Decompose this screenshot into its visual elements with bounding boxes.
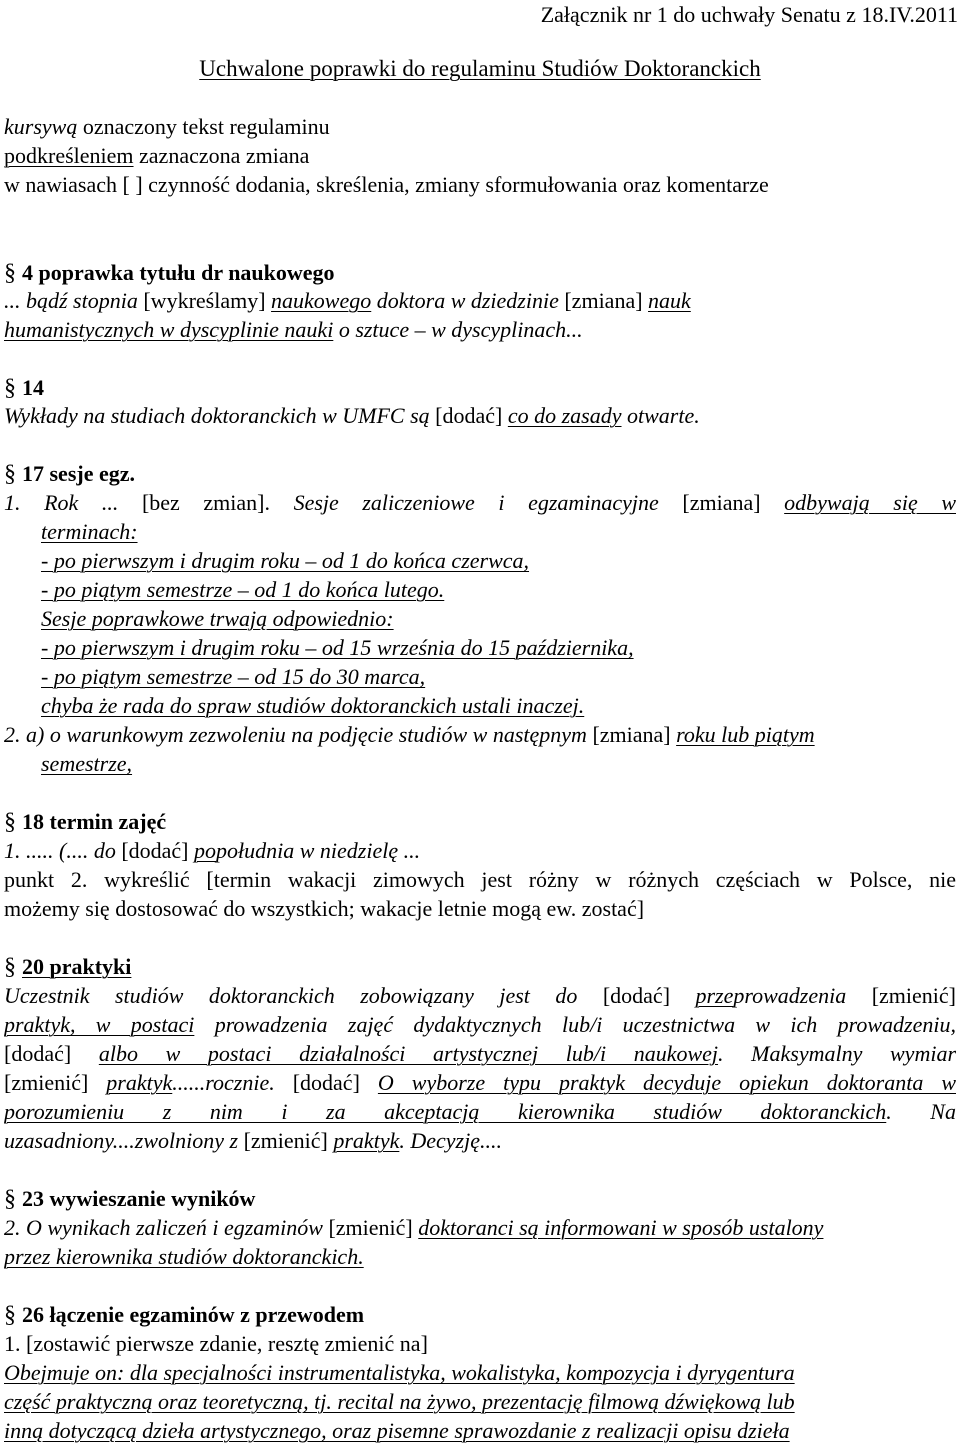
text-run: część praktyczną oraz teoretyczną, tj. recital na żywo, prezentację filmową dźwiękową lub [4, 1389, 795, 1414]
legend-line [4, 141, 956, 170]
text-run: punkt 2. wykreślić [termin wakacji zimowych jest różny w różnych częściach w Polsce, nie [4, 867, 956, 892]
section-text-line [41, 749, 956, 778]
section-text-line [41, 691, 956, 720]
text-run: chyba że rada do spraw studiów doktoranckich ustali inaczej. [41, 693, 585, 718]
text-run: praktyk [106, 1070, 173, 1095]
section-heading-text: 4 poprawka tytułu dr naukowego [22, 260, 335, 285]
attachment-note: Załącznik nr 1 do uchwały Senatu z 18.IV.2011 [540, 2, 958, 27]
section-heading-text: 20 praktyki [22, 954, 132, 979]
text-run: [zmiana] [592, 722, 677, 747]
text-run: prowadzenia zajęć dydaktycznych lub/i uczestnictwa w ich prowadzeniu, [194, 1012, 956, 1037]
section-text-line [4, 981, 956, 1010]
text-run: możemy się dostosować do wszystkich; wakacje letnie mogą ew. zostać] [4, 896, 645, 921]
text-run: . Maksymalny wymiar [718, 1041, 956, 1066]
text-run: uzasadniony....zwolniony z [4, 1128, 244, 1153]
section-heading-text: 14 [22, 375, 44, 400]
text-run: otwarte. [621, 403, 700, 428]
text-run: Wykłady na studiach doktoranckich w UMFC są [4, 403, 436, 428]
section-text-line [4, 1358, 956, 1387]
text-run: doktoranci są informowani w sposób ustalony [418, 1215, 824, 1240]
section-text-line [4, 488, 956, 517]
section-heading-text: 23 wywieszanie wyników [22, 1186, 256, 1211]
text-run: [zmienić] [243, 1128, 334, 1153]
text-run: - po piątym semestrze – od 1 do końca lutego. [41, 577, 445, 602]
legend-line [4, 170, 956, 199]
text-run: Uczestnik studiów doktoranckich zobowiązany jest do [4, 983, 603, 1008]
text-run: [zmiana] [682, 490, 785, 515]
section-heading [4, 807, 956, 836]
text-run: ... bądź stopnia [4, 288, 144, 313]
section-text-line [4, 1097, 956, 1126]
text-run: o sztuce – w dyscyplinach... [333, 317, 583, 342]
text-run: 2. O wynikach zaliczeń i egzaminów [4, 1215, 329, 1240]
section-text-line [4, 401, 956, 430]
section-heading [4, 1300, 956, 1329]
section-text-line [4, 894, 956, 923]
text-run: kursywą [4, 114, 78, 139]
text-run: Sesje poprawkowe trwają odpowiednio: [41, 606, 394, 631]
legend-line [4, 112, 956, 141]
text-run: O wyborze typu praktyk decyduje opiekun doktoranta w [377, 1070, 956, 1095]
text-run: doktora w dziedzinie [371, 288, 565, 313]
text-run: [zmienić] [328, 1215, 419, 1240]
text-run: . Na [886, 1099, 956, 1124]
text-run: . Decyzję.... [399, 1128, 502, 1153]
text-run: Sesje zaliczeniowe i egzaminacyjne [293, 490, 683, 515]
text-run: terminach: [41, 519, 138, 544]
text-run: - po pierwszym i drugim roku – od 15 września do 15 października, [41, 635, 634, 660]
section-text-line [41, 604, 956, 633]
section-text-line [4, 1329, 956, 1358]
section-heading [4, 459, 956, 488]
text-run: zaznaczona zmiana [133, 143, 310, 168]
section-text-line [4, 1126, 956, 1155]
text-run: [zmienić] [4, 1070, 107, 1095]
text-run: [zmiana] [564, 288, 649, 313]
section-text-line [4, 1010, 956, 1039]
text-run: w nawiasach [ ] czynność dodania, skreślenia, zmiany sformułowania oraz komentarze [4, 172, 769, 197]
text-run: [zmienić] [871, 983, 956, 1008]
text-run: przez kierownika studiów doktoranckich. [4, 1244, 364, 1269]
section-heading [4, 258, 956, 287]
section-sign-icon: § [4, 461, 16, 487]
text-run: [dodać] [602, 983, 696, 1008]
text-run: semestrze, [41, 751, 133, 776]
text-run: porozumieniu z nim i za akceptacją kierownika studiów doktoranckich [4, 1099, 887, 1124]
section-sign-icon: § [4, 1302, 16, 1328]
text-run: prze [695, 983, 734, 1008]
section-heading-text: 17 sesje egz. [22, 461, 136, 486]
section-heading [4, 1184, 956, 1213]
text-run: po [194, 838, 217, 863]
text-run: co do zasady [507, 403, 622, 428]
text-run: południa w niedzielę ... [216, 838, 421, 863]
section-text-line [41, 517, 956, 546]
text-run: Obejmuje on: dla specjalności instrumentalistyka, wokalistyka, kompozycja i dyrygentura [4, 1360, 795, 1385]
text-run: [wykreślamy] [143, 288, 272, 313]
section-sign-icon: § [4, 809, 16, 835]
section-text-line [41, 575, 956, 604]
section-text-line [4, 1416, 956, 1445]
section-heading-text: 26 łączenie egzaminów z przewodem [22, 1302, 365, 1327]
section-text-line [4, 286, 956, 315]
section-text-line [4, 1387, 956, 1416]
text-run: [dodać] [292, 1070, 378, 1095]
section-heading [4, 373, 956, 402]
text-run: naukowego [271, 288, 372, 313]
text-run: podkreśleniem [4, 143, 134, 168]
text-run: 1. ..... (.... do [4, 838, 122, 863]
section-text-line [4, 836, 956, 865]
section-text-line [4, 720, 956, 749]
section-text-line [41, 662, 956, 691]
text-run: praktyk [333, 1128, 400, 1153]
text-run: oznaczony tekst regulaminu [77, 114, 330, 139]
text-run: [dodać] [121, 838, 195, 863]
text-run: 1. [zostawić pierwsze zdanie, resztę zmienić na] [4, 1331, 428, 1356]
text-run: ......rocznie. [172, 1070, 293, 1095]
text-run: prowadzenia [733, 983, 872, 1008]
text-run: 1. Rok ... [4, 490, 119, 515]
section-heading [4, 952, 956, 981]
text-run: humanistycznych w dyscyplinie nauki [4, 317, 334, 342]
section-sign-icon: § [4, 954, 16, 980]
text-run: albo w postaci działalności artystycznej lub/i naukowej [98, 1041, 719, 1066]
section-text-line [4, 1242, 956, 1271]
section-text-line [4, 1039, 956, 1068]
text-run: nauk [648, 288, 691, 313]
text-run: [dodać] [4, 1041, 99, 1066]
section-text-line [41, 546, 956, 575]
section-text-line [4, 1068, 956, 1097]
section-sign-icon: § [4, 1186, 16, 1212]
text-run: praktyk, w postaci [4, 1012, 195, 1037]
section-text-line [4, 865, 956, 894]
section-sign-icon: § [4, 375, 16, 401]
document-title-text: Uchwalone poprawki do regulaminu Studiów Doktoranckich [199, 56, 761, 81]
section-text-line [41, 633, 956, 662]
text-run: roku lub piątym [676, 722, 815, 747]
text-run: - po piątym semestrze – od 15 do 30 marca, [41, 664, 426, 689]
section-text-line [4, 1213, 956, 1242]
text-run: 2. a) o warunkowym zezwoleniu na podjęcie studiów w następnym [4, 722, 593, 747]
text-run: [dodać] [435, 403, 508, 428]
section-sign-icon: § [4, 260, 16, 286]
section-heading-text: 18 termin zajęć [22, 809, 167, 834]
document-title [0, 54, 960, 83]
text-run: inną dotyczącą dzieła artystycznego, oraz pisemne sprawozdanie z realizacji opisu dzieła [4, 1418, 790, 1443]
text-run: odbywają się w [784, 490, 956, 515]
section-text-line [4, 315, 956, 344]
text-run: [bez zmian]. [118, 490, 294, 515]
text-run: - po pierwszym i drugim roku – od 1 do końca czerwca, [41, 548, 530, 573]
